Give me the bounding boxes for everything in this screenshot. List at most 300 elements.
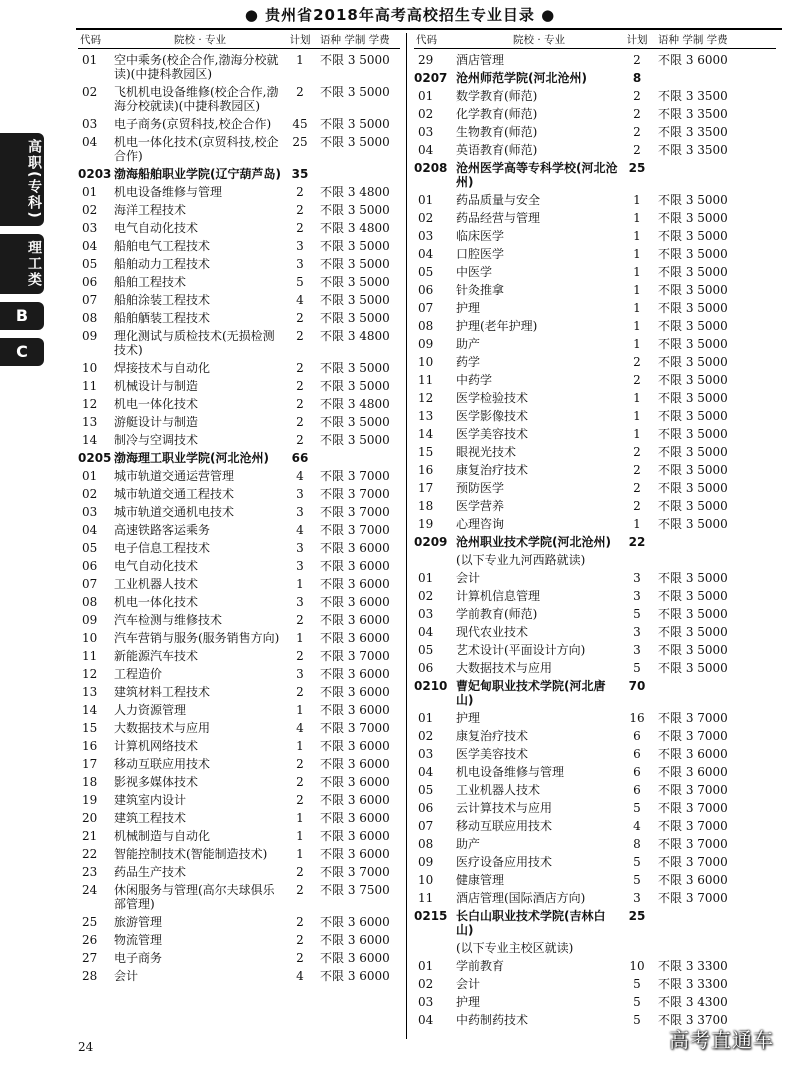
row-code: 12 xyxy=(82,397,98,411)
row-plan: 3 xyxy=(633,589,641,603)
major-row xyxy=(414,353,776,371)
row-code: 02 xyxy=(418,589,434,603)
row-plan xyxy=(622,553,652,567)
school-row xyxy=(414,677,776,709)
row-plan: 3 xyxy=(296,595,304,609)
header-plan: 计划 xyxy=(289,34,311,46)
row-meta: 不限 3 5000 xyxy=(320,433,390,447)
row-name: 护理 xyxy=(456,301,481,315)
row-meta: 不限 3 7000 xyxy=(658,837,728,851)
row-meta xyxy=(314,167,400,181)
row-plan: 1 xyxy=(633,247,641,261)
row-plan: 25 xyxy=(628,161,646,175)
row-code: 09 xyxy=(418,337,434,351)
note-row xyxy=(414,551,776,569)
row-code: 14 xyxy=(82,703,98,717)
row-plan: 3 xyxy=(296,505,304,519)
row-name: 生物教育(师范) xyxy=(456,125,538,139)
row-name: 药品经营与管理 xyxy=(456,211,541,225)
row-name: 临床医学 xyxy=(456,229,505,243)
major-row xyxy=(414,371,776,389)
row-name: 移动互联应用技术 xyxy=(456,819,553,833)
row-code: 0203 xyxy=(78,167,112,181)
row-code: 22 xyxy=(82,847,98,861)
row-code: 02 xyxy=(418,107,434,121)
row-code: 13 xyxy=(82,415,98,429)
row-meta: 不限 3 7000 xyxy=(658,729,728,743)
row-code: 01 xyxy=(418,959,434,973)
row-code: 07 xyxy=(418,301,434,315)
row-meta: 不限 3 7000 xyxy=(320,487,390,501)
row-name: (以下专业主校区就读) xyxy=(456,941,574,955)
row-plan: 2 xyxy=(296,379,304,393)
row-plan: 2 xyxy=(296,613,304,627)
row-meta: 不限 3 6000 xyxy=(320,969,390,983)
row-code: 11 xyxy=(418,373,434,387)
row-plan: 2 xyxy=(296,883,304,897)
major-row xyxy=(78,913,400,931)
header-code: 代码 xyxy=(80,34,101,46)
row-meta: 不限 3 3500 xyxy=(658,89,728,103)
row-code: 03 xyxy=(418,995,434,1009)
row-meta: 不限 3 7000 xyxy=(320,505,390,519)
row-code: 05 xyxy=(82,257,98,271)
row-code: 13 xyxy=(82,685,98,699)
row-code: 19 xyxy=(82,793,98,807)
major-row xyxy=(414,817,776,835)
major-row xyxy=(414,263,776,281)
row-name: 药品生产技术 xyxy=(114,865,187,879)
row-name: 大数据技术与应用 xyxy=(114,721,211,735)
side-tab-science: 理工类 xyxy=(0,234,44,294)
major-row xyxy=(414,889,776,907)
row-meta: 不限 3 7000 xyxy=(658,801,728,815)
row-plan: 2 xyxy=(296,865,304,879)
row-name: 建筑室内设计 xyxy=(114,793,187,807)
row-meta xyxy=(652,909,776,937)
row-code: 09 xyxy=(82,613,98,627)
major-row xyxy=(78,647,400,665)
row-plan: 1 xyxy=(633,391,641,405)
row-name: 沧州师范学院(河北沧州) xyxy=(456,71,587,85)
major-row xyxy=(414,781,776,799)
row-code: 03 xyxy=(418,229,434,243)
row-plan: 6 xyxy=(633,729,641,743)
row-code: 21 xyxy=(82,829,98,843)
row-name: 船舶电气工程技术 xyxy=(114,239,211,253)
row-plan: 5 xyxy=(633,1013,641,1027)
row-code: 05 xyxy=(418,643,434,657)
major-row xyxy=(78,827,400,845)
row-code: 07 xyxy=(82,577,98,591)
header-code: 代码 xyxy=(416,34,437,46)
row-code: 12 xyxy=(418,391,434,405)
row-plan: 1 xyxy=(296,631,304,645)
row-name: 大数据技术与应用 xyxy=(456,661,553,675)
row-code: 04 xyxy=(418,765,434,779)
row-meta: 不限 3 6000 xyxy=(320,829,390,843)
row-code: 0210 xyxy=(414,679,448,693)
row-code: 04 xyxy=(418,625,434,639)
row-name: 汽车检测与维修技术 xyxy=(114,613,223,627)
row-plan: 2 xyxy=(633,463,641,477)
row-name: 焊接技术与自动化 xyxy=(114,361,211,375)
column-divider xyxy=(406,33,407,1039)
row-name: 护理(老年护理) xyxy=(456,319,538,333)
row-meta: 不限 3 5000 xyxy=(320,415,390,429)
row-code: 10 xyxy=(82,631,98,645)
row-meta xyxy=(652,535,776,549)
row-meta: 不限 3 6000 xyxy=(320,915,390,929)
major-row xyxy=(414,853,776,871)
major-row xyxy=(414,497,776,515)
row-code xyxy=(414,553,456,567)
row-meta: 不限 3 5000 xyxy=(320,257,390,271)
row-name: 工业机器人技术 xyxy=(456,783,541,797)
major-row xyxy=(78,219,400,237)
row-name: 中药制药技术 xyxy=(456,1013,529,1027)
row-plan: 3 xyxy=(296,541,304,555)
row-code: 11 xyxy=(82,379,98,393)
row-name: 人力资源管理 xyxy=(114,703,187,717)
row-code: 11 xyxy=(82,649,98,663)
row-plan: 2 xyxy=(296,649,304,663)
row-plan xyxy=(622,941,652,955)
row-plan: 1 xyxy=(633,265,641,279)
row-meta: 不限 3 3500 xyxy=(658,143,728,157)
row-meta: 不限 3 5000 xyxy=(320,311,390,325)
row-plan: 2 xyxy=(296,397,304,411)
title-rule xyxy=(76,28,782,30)
row-code: 06 xyxy=(82,275,98,289)
row-name: 城市轨道交通工程技术 xyxy=(114,487,235,501)
row-code: 02 xyxy=(82,85,98,99)
row-name: 曹妃甸职业技术学院(河北唐山) xyxy=(456,679,606,707)
row-code: 14 xyxy=(418,427,434,441)
page-title: ● 贵州省2018年高考高校招生专业目录 ● xyxy=(244,6,556,24)
row-name: 英语教育(师范) xyxy=(456,143,538,157)
page-number: 24 xyxy=(78,1040,94,1054)
note-row xyxy=(414,939,776,957)
major-row xyxy=(414,87,776,105)
row-code: 08 xyxy=(82,311,98,325)
row-name: 中医学 xyxy=(456,265,493,279)
side-tab-c: C xyxy=(0,338,44,366)
row-name: (以下专业九河西路就读) xyxy=(456,553,586,567)
major-row xyxy=(414,479,776,497)
row-name: 渤海理工职业学院(河北沧州) xyxy=(114,451,269,465)
row-code: 03 xyxy=(82,221,98,235)
header-meta: 语种 学制 学费 xyxy=(320,34,390,46)
row-plan: 3 xyxy=(633,891,641,905)
row-name: 机电一体化技术 xyxy=(114,397,199,411)
row-code: 04 xyxy=(82,523,98,537)
row-plan: 2 xyxy=(296,85,304,99)
row-plan: 6 xyxy=(633,783,641,797)
row-code: 18 xyxy=(418,499,434,513)
row-meta xyxy=(652,553,776,567)
major-row xyxy=(414,461,776,479)
row-name: 医疗设备应用技术 xyxy=(456,855,553,869)
row-name: 酒店管理(国际酒店方向) xyxy=(456,891,586,905)
major-row xyxy=(414,709,776,727)
row-name: 机电一体化技术 xyxy=(114,595,199,609)
side-tab-b: B xyxy=(0,302,44,330)
major-row xyxy=(78,593,400,611)
row-plan: 3 xyxy=(633,625,641,639)
row-plan: 2 xyxy=(296,757,304,771)
row-name: 电子信息工程技术 xyxy=(114,541,211,555)
row-name: 渤海船舶职业学院(辽宁葫芦岛) xyxy=(114,167,281,181)
row-code: 29 xyxy=(418,53,434,67)
row-meta: 不限 3 6000 xyxy=(320,685,390,699)
row-code: 25 xyxy=(82,915,98,929)
row-meta: 不限 3 5000 xyxy=(320,85,390,99)
row-meta: 不限 3 5000 xyxy=(320,203,390,217)
major-row xyxy=(414,515,776,533)
row-name: 会计 xyxy=(456,977,481,991)
major-row xyxy=(414,871,776,889)
row-meta: 不限 3 5000 xyxy=(658,265,728,279)
major-row xyxy=(78,967,400,985)
row-plan: 1 xyxy=(633,229,641,243)
major-row xyxy=(414,605,776,623)
row-code: 01 xyxy=(418,711,434,725)
row-name: 口腔医学 xyxy=(456,247,505,261)
header-plan: 计划 xyxy=(626,34,648,46)
major-row xyxy=(78,539,400,557)
row-plan: 2 xyxy=(296,329,304,343)
row-plan: 1 xyxy=(633,319,641,333)
row-code: 10 xyxy=(418,355,434,369)
major-row xyxy=(414,227,776,245)
row-name: 休闲服务与管理(高尔夫球俱乐部管理) xyxy=(114,883,275,911)
major-row xyxy=(78,485,400,503)
row-plan: 5 xyxy=(296,275,304,289)
major-row xyxy=(78,183,400,201)
row-name: 建筑材料工程技术 xyxy=(114,685,211,699)
row-name: 康复治疗技术 xyxy=(456,463,529,477)
major-row xyxy=(414,727,776,745)
row-meta: 不限 3 7000 xyxy=(320,649,390,663)
major-row xyxy=(414,745,776,763)
major-row xyxy=(414,659,776,677)
row-code: 01 xyxy=(82,469,98,483)
school-row xyxy=(414,159,776,191)
row-name: 电气自动化技术 xyxy=(114,221,199,235)
major-row xyxy=(78,683,400,701)
row-code: 0215 xyxy=(414,909,448,923)
row-plan: 35 xyxy=(291,167,309,181)
major-row xyxy=(78,629,400,647)
row-code: 07 xyxy=(418,819,434,833)
major-row xyxy=(78,201,400,219)
major-row xyxy=(414,993,776,1011)
row-meta: 不限 3 6000 xyxy=(658,53,728,67)
row-meta: 不限 3 4800 xyxy=(320,397,390,411)
row-meta: 不限 3 5000 xyxy=(658,355,728,369)
row-name: 药学 xyxy=(456,355,481,369)
row-name: 理化测试与质检技术(无损检测技术) xyxy=(114,329,275,357)
row-name: 会计 xyxy=(456,571,481,585)
row-code: 09 xyxy=(418,855,434,869)
row-plan: 2 xyxy=(296,793,304,807)
row-plan: 5 xyxy=(633,873,641,887)
row-code: 08 xyxy=(418,319,434,333)
row-meta: 不限 3 6000 xyxy=(320,933,390,947)
row-plan: 1 xyxy=(633,517,641,531)
row-code: 14 xyxy=(82,433,98,447)
row-name: 中药学 xyxy=(456,373,493,387)
row-plan: 2 xyxy=(296,775,304,789)
major-row xyxy=(78,773,400,791)
row-plan: 25 xyxy=(628,909,646,923)
row-meta: 不限 3 7000 xyxy=(320,865,390,879)
row-name: 船舶舾装工程技术 xyxy=(114,311,211,325)
row-name: 护理 xyxy=(456,995,481,1009)
row-plan: 3 xyxy=(296,559,304,573)
row-name: 电子商务 xyxy=(114,951,163,965)
major-row xyxy=(414,799,776,817)
watermark: 高考直通车 xyxy=(669,1028,774,1052)
row-meta: 不限 3 5000 xyxy=(658,481,728,495)
row-meta: 不限 3 5000 xyxy=(658,193,728,207)
row-code: 24 xyxy=(82,883,98,897)
row-code: 06 xyxy=(418,801,434,815)
major-row xyxy=(414,569,776,587)
row-meta: 不限 3 5000 xyxy=(658,391,728,405)
row-plan: 2 xyxy=(296,361,304,375)
row-code: 03 xyxy=(82,117,98,131)
column-header xyxy=(414,33,776,49)
row-meta: 不限 3 6000 xyxy=(320,595,390,609)
row-name: 医学美容技术 xyxy=(456,747,529,761)
major-row xyxy=(414,317,776,335)
row-code: 17 xyxy=(82,757,98,771)
major-row xyxy=(78,133,400,165)
row-meta: 不限 3 5000 xyxy=(658,211,728,225)
row-plan: 2 xyxy=(296,933,304,947)
row-code: 06 xyxy=(418,661,434,675)
row-meta: 不限 3 5000 xyxy=(658,247,728,261)
row-name: 机电设备维修与管理 xyxy=(456,765,565,779)
row-meta: 不限 3 7000 xyxy=(320,523,390,537)
school-row xyxy=(78,449,400,467)
row-meta: 不限 3 6000 xyxy=(320,703,390,717)
row-meta: 不限 3 5000 xyxy=(658,661,728,675)
row-plan: 1 xyxy=(296,829,304,843)
row-name: 护理 xyxy=(456,711,481,725)
row-plan: 1 xyxy=(296,703,304,717)
row-plan: 70 xyxy=(628,679,646,693)
row-name: 云计算技术与应用 xyxy=(456,801,553,815)
row-plan: 2 xyxy=(633,499,641,513)
row-plan: 4 xyxy=(296,523,304,537)
row-plan: 2 xyxy=(296,311,304,325)
row-name: 学前教育 xyxy=(456,959,505,973)
major-row xyxy=(414,245,776,263)
row-plan: 8 xyxy=(632,71,642,85)
row-plan: 25 xyxy=(292,135,308,149)
row-name: 预防医学 xyxy=(456,481,505,495)
major-row xyxy=(414,123,776,141)
row-name: 眼视光技术 xyxy=(456,445,517,459)
row-name: 移动互联应用技术 xyxy=(114,757,211,771)
header-meta: 语种 学制 学费 xyxy=(658,34,728,46)
major-row xyxy=(78,949,400,967)
row-code: 15 xyxy=(82,721,98,735)
row-code: 27 xyxy=(82,951,98,965)
row-plan: 1 xyxy=(633,409,641,423)
major-row xyxy=(78,237,400,255)
row-plan: 22 xyxy=(628,535,646,549)
row-meta: 不限 3 5000 xyxy=(658,283,728,297)
major-row xyxy=(78,255,400,273)
side-tabs xyxy=(0,133,50,374)
major-row xyxy=(414,191,776,209)
major-row xyxy=(414,407,776,425)
row-plan: 2 xyxy=(633,125,641,139)
major-row xyxy=(78,51,400,83)
major-row xyxy=(78,719,400,737)
row-code: 04 xyxy=(418,143,434,157)
row-code: 03 xyxy=(418,125,434,139)
row-code: 02 xyxy=(418,211,434,225)
major-row xyxy=(78,737,400,755)
row-meta: 不限 3 6000 xyxy=(658,765,728,779)
row-meta: 不限 3 7000 xyxy=(320,721,390,735)
major-row xyxy=(414,425,776,443)
row-meta: 不限 3 4800 xyxy=(320,329,390,343)
row-plan: 1 xyxy=(633,283,641,297)
row-meta: 不限 3 6000 xyxy=(320,631,390,645)
row-code: 05 xyxy=(418,265,434,279)
major-row xyxy=(414,335,776,353)
row-name: 化学教育(师范) xyxy=(456,107,538,121)
major-row xyxy=(414,141,776,159)
row-plan: 1 xyxy=(296,577,304,591)
row-code: 0207 xyxy=(414,71,448,85)
row-name: 智能控制技术(智能制造技术) xyxy=(114,847,268,861)
row-plan: 10 xyxy=(629,959,645,973)
row-name: 康复治疗技术 xyxy=(456,729,529,743)
row-code: 06 xyxy=(418,283,434,297)
major-row xyxy=(414,835,776,853)
row-meta: 不限 3 6000 xyxy=(320,667,390,681)
row-plan: 1 xyxy=(633,337,641,351)
row-code: 01 xyxy=(418,89,434,103)
row-meta: 不限 3 5000 xyxy=(658,499,728,513)
row-meta: 不限 3 6000 xyxy=(320,541,390,555)
row-meta xyxy=(314,451,400,465)
row-plan: 1 xyxy=(296,847,304,861)
row-meta: 不限 3 7000 xyxy=(658,819,728,833)
row-plan: 16 xyxy=(629,711,645,725)
row-name: 城市轨道交通机电技术 xyxy=(114,505,235,519)
row-code: 04 xyxy=(82,239,98,253)
major-row xyxy=(414,389,776,407)
row-plan: 2 xyxy=(633,445,641,459)
row-meta: 不限 3 5000 xyxy=(320,275,390,289)
row-code: 03 xyxy=(82,505,98,519)
row-code: 02 xyxy=(418,977,434,991)
row-name: 船舶涂装工程技术 xyxy=(114,293,211,307)
row-meta xyxy=(652,679,776,707)
row-meta: 不限 3 4800 xyxy=(320,185,390,199)
row-name: 长白山职业技术学院(吉林白山) xyxy=(456,909,606,937)
major-row xyxy=(414,623,776,641)
row-meta: 不限 3 3300 xyxy=(658,977,728,991)
